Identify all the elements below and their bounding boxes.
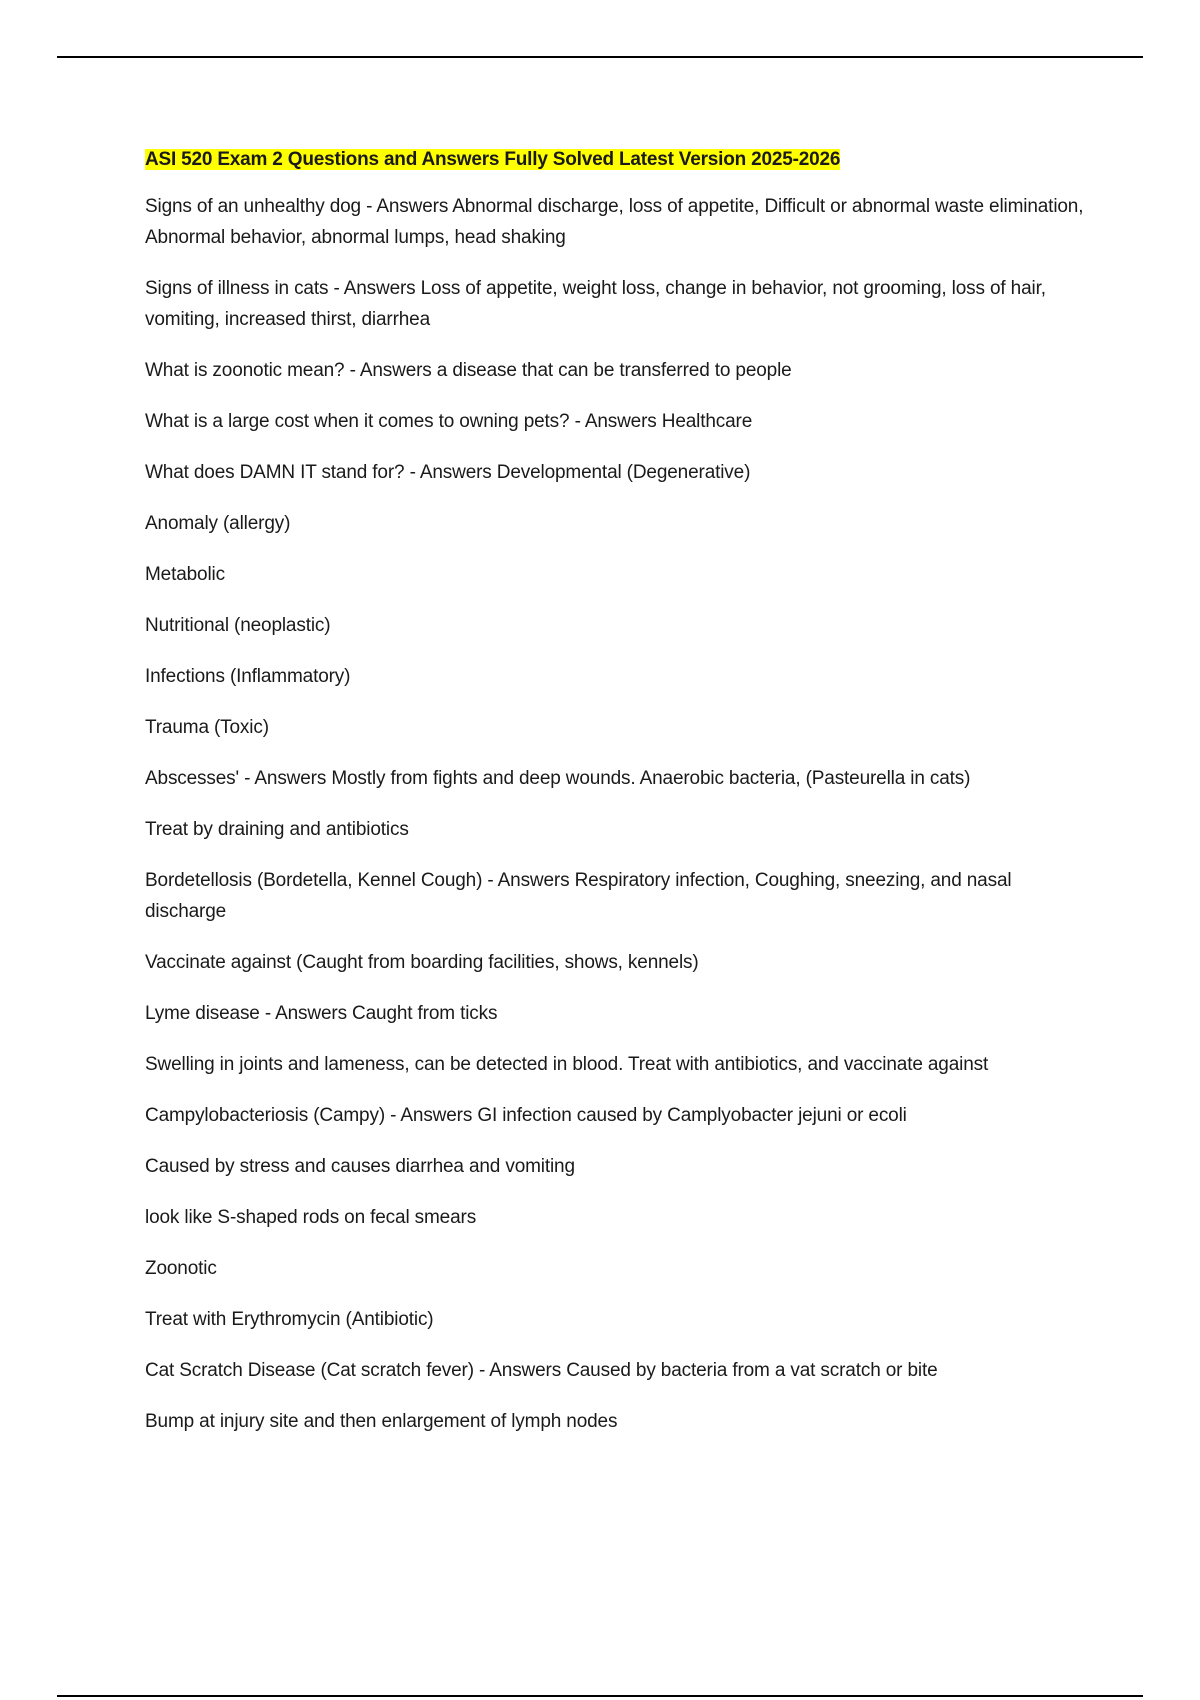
footer-rule [57,1695,1143,1697]
qa-entry: look like S-shaped rods on fecal smears [145,1207,477,1228]
qa-entry: Bump at injury site and then enlargement of lymph nodes [145,1411,618,1432]
qa-entry: Lyme disease - Answers Caught from ticks [145,1003,498,1024]
document-title: ASI 520 Exam 2 Questions and Answers Fully Solved Latest Version 2025-2026 [145,149,841,170]
header-rule [57,56,1143,58]
qa-entry: Treat by draining and antibiotics [145,819,409,840]
qa-entry: Caused by stress and causes diarrhea and vomiting [145,1156,575,1177]
qa-entry: What is zoonotic mean? - Answers a disease that can be transferred to people [145,360,792,381]
title-wrapper [145,146,1085,176]
qa-entry: Bordetellosis (Bordetella, Kennel Cough) - Answers Respiratory infection, Coughing, sneezing, and nasal discharge [145,870,1012,922]
qa-entry: What is a large cost when it comes to owning pets? - Answers Healthcare [145,411,753,432]
qa-entry: Anomaly (allergy) [145,513,291,534]
qa-entry: Metabolic [145,564,225,585]
qa-entry: Zoonotic [145,1258,217,1279]
qa-entry: Campylobacteriosis (Campy) - Answers GI infection caused by Camplyobacter jejuni or ecoli [145,1105,907,1126]
qa-entry: Infections (Inflammatory) [145,666,351,687]
qa-entry: Signs of an unhealthy dog - Answers Abnormal discharge, loss of appetite, Difficult or abnormal waste elimination, Abnormal behavior, abnormal lumps, head shaking [145,196,1084,248]
qa-entry: Vaccinate against (Caught from boarding facilities, shows, kennels) [145,952,699,973]
qa-entry: Signs of illness in cats - Answers Loss of appetite, weight loss, change in behavior, not grooming, loss of hair, vomiting, increased thirst, diarrhea [145,278,1046,330]
qa-entry: Cat Scratch Disease (Cat scratch fever) - Answers Caused by bacteria from a vat scratch or bite [145,1360,938,1381]
qa-entry: Nutritional (neoplastic) [145,615,331,636]
qa-entry: Swelling in joints and lameness, can be detected in blood. Treat with antibiotics, and vaccinate against [145,1054,989,1075]
qa-entry: Abscesses' - Answers Mostly from fights and deep wounds. Anaerobic bacteria, (Pasteurella in cats) [145,768,971,789]
qa-entry: Trauma (Toxic) [145,717,269,738]
qa-entry: Treat with Erythromycin (Antibiotic) [145,1309,434,1330]
qa-entry: What does DAMN IT stand for? - Answers Developmental (Degenerative) [145,462,751,483]
document-body [145,146,1085,1457]
